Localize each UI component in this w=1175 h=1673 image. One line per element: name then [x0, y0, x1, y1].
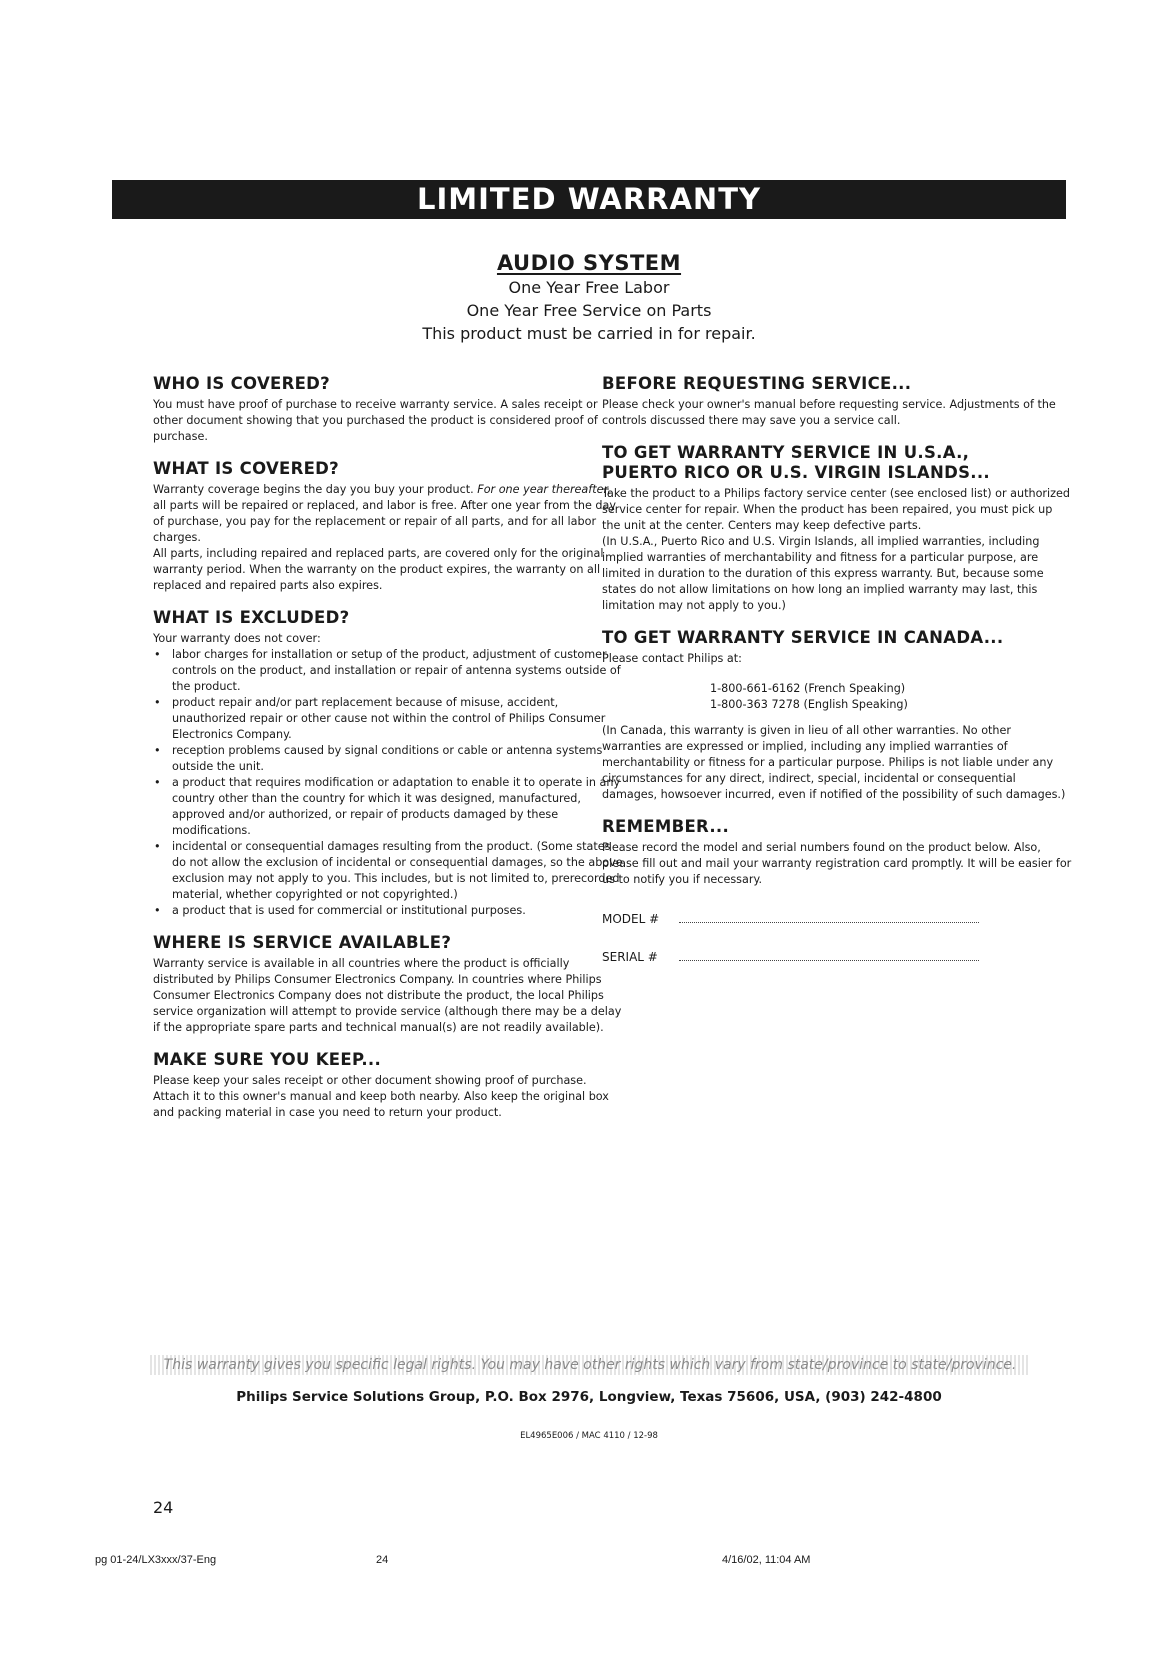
- section-body: Please check your owner's manual before requesting service. Adjustments of the controls discussed there may save you a service call.: [602, 398, 1056, 427]
- term-labor: One Year Free Labor: [508, 278, 670, 297]
- exclusion-list: [153, 647, 623, 919]
- section-heading: MAKE SURE YOU KEEP...: [153, 1050, 382, 1069]
- body-emphasis: For one year thereafter,: [477, 483, 611, 496]
- service-address: Philips Service Solutions Group, P.O. Box 2976, Longview, Texas 75606, USA, (903) 242-4800: [236, 1389, 942, 1405]
- page-number: 24: [153, 1498, 174, 1517]
- section-body: (In Canada, this warranty is given in lieu of all other warranties. No other warranties are expressed or implied, including any implied warranties of merchantability or fitness for a particular purpose. Philips is not liable under any circumstances for any direct, indirect, special, incidental or consequential damages, howsoever incurred, even if notified of the possibility of such damages.): [602, 724, 1066, 801]
- section-intro: Please contact Philips at:: [602, 652, 742, 665]
- section-body: Warranty service is available in all countries where the product is officially distributed by Philips Consumer Electronics Company. In countries where Philips Consumer Electronics Company does not distribute the product, the local Philips service organization will attempt to provide service (although there may be a delay if the appropriate spare parts and technical manual(s) are not readily available).: [153, 957, 622, 1034]
- footer-datetime: 4/16/02, 11:04 AM: [722, 1554, 811, 1566]
- heading-line: TO GET WARRANTY SERVICE IN U.S.A.,: [602, 443, 970, 462]
- term-carry-in: This product must be carried in for repair.: [422, 324, 756, 343]
- right-column: [602, 374, 1072, 978]
- page-banner: LIMITED WARRANTY: [112, 180, 1066, 219]
- serial-label: SERIAL #: [602, 950, 658, 964]
- phone-english: 1-800-363 7278 (English Speaking): [710, 698, 908, 711]
- document-code: EL4965E006 / MAC 4110 / 12-98: [520, 1431, 658, 1441]
- footer-page: 24: [376, 1554, 389, 1566]
- list-item: • a product that is used for commercial or institutional purposes.: [153, 903, 623, 919]
- serial-blank-line: [679, 948, 979, 961]
- model-number-field: [602, 910, 1072, 926]
- list-item: • reception problems caused by signal conditions or cable or antenna systems outside the unit.: [153, 743, 623, 775]
- section-before-requesting: [602, 374, 1072, 429]
- section-body: (In U.S.A., Puerto Rico and U.S. Virgin Islands, all implied warranties, including implied warranties of merchantability and fitness for a particular purpose, are limited in duration to the duration of this express warranty. But, because some states do not allow limitations on how long an implied warranty may last, this limitation may not apply to you.): [602, 535, 1044, 612]
- section-who-covered: [153, 374, 623, 445]
- warranty-header: [112, 250, 1066, 345]
- section-heading: WHAT IS EXCLUDED?: [153, 608, 350, 627]
- section-heading: TO GET WARRANTY SERVICE IN CANADA...: [602, 628, 1004, 647]
- section-body: Please keep your sales receipt or other document showing proof of purchase. Attach it to this owner's manual and keep both nearby. Also keep the original box and packing material in case you need to return your product.: [153, 1074, 609, 1119]
- phone-numbers: [602, 681, 1072, 713]
- body-text: Warranty coverage begins the day you buy your product.: [153, 483, 478, 496]
- section-body: You must have proof of purchase to receive warranty service. A sales receipt or other document showing that you purchased the product is considered proof of purchase.: [153, 398, 598, 443]
- section-what-excluded: [153, 608, 623, 919]
- section-heading: REMEMBER...: [602, 817, 730, 836]
- warranty-terms: [112, 276, 1066, 345]
- section-remember: [602, 817, 1072, 964]
- section-what-covered: [153, 459, 623, 594]
- section-heading: BEFORE REQUESTING SERVICE...: [602, 374, 912, 393]
- section-body: Please record the model and serial numbers found on the product below. Also, please fill out and mail your warranty registration card promptly. It will be easier for us to notify you if necessary.: [602, 841, 1072, 886]
- section-usa-service: [602, 443, 1072, 614]
- section-make-sure-keep: [153, 1050, 623, 1121]
- section-heading: WHO IS COVERED?: [153, 374, 331, 393]
- section-body: [153, 482, 623, 546]
- footer-filename: pg 01-24/LX3xxx/37-Eng: [95, 1554, 217, 1566]
- heading-line: PUERTO RICO OR U.S. VIRGIN ISLANDS...: [602, 463, 990, 482]
- model-label: MODEL #: [602, 912, 660, 926]
- list-item: • a product that requires modification or adaptation to enable it to operate in any country other than the country for which it was designed, manufactured, approved and/or authorized, or repair of products damaged by these modifications.: [153, 775, 623, 839]
- legal-rights-note: This warranty gives you specific legal rights. You may have other rights which vary from state/province to state/province.: [150, 1355, 1030, 1375]
- left-column: [153, 374, 623, 1135]
- model-blank-line: [679, 910, 979, 923]
- list-item: • labor charges for installation or setup of the product, adjustment of customer controls on the product, and installation or repair of antenna systems outside of the product.: [153, 647, 623, 695]
- section-canada-service: [602, 628, 1072, 803]
- list-item: • product repair and/or part replacement because of misuse, accident, unauthorized repair or other cause not within the control of Philips Consumer Electronics Company.: [153, 695, 623, 743]
- list-item: • incidental or consequential damages resulting from the product. (Some states do not allow the exclusion of incidental or consequential damages, so the above exclusion may not apply to you. This includes, but is not limited to, prerecorded material, whether copyrighted or not copyrighted.): [153, 839, 623, 903]
- phone-french: 1-800-661-6162 (French Speaking): [710, 682, 906, 695]
- term-parts: One Year Free Service on Parts: [466, 301, 712, 320]
- section-body: Take the product to a Philips factory service center (see enclosed list) or authorized service center for repair. When the product has been repaired, you must pick up the unit at the center. Centers may keep defective parts.: [602, 487, 1070, 532]
- section-body: All parts, including repaired and replaced parts, are covered only for the original warranty period. When the warranty on the product expires, the warranty on all replaced and repaired parts also expires.: [153, 547, 604, 592]
- section-where-available: [153, 933, 623, 1036]
- section-intro: Your warranty does not cover:: [153, 632, 321, 645]
- body-text: all parts will be repaired or replaced, and labor is free. After one year from the day of purchase, you pay for the replacement or repair of all parts, and for all labor charges.: [153, 499, 617, 544]
- product-title: AUDIO SYSTEM: [496, 251, 682, 275]
- section-heading: WHAT IS COVERED?: [153, 459, 340, 478]
- section-heading: WHERE IS SERVICE AVAILABLE?: [153, 933, 452, 952]
- section-heading: [602, 443, 1072, 483]
- serial-number-field: [602, 948, 1072, 964]
